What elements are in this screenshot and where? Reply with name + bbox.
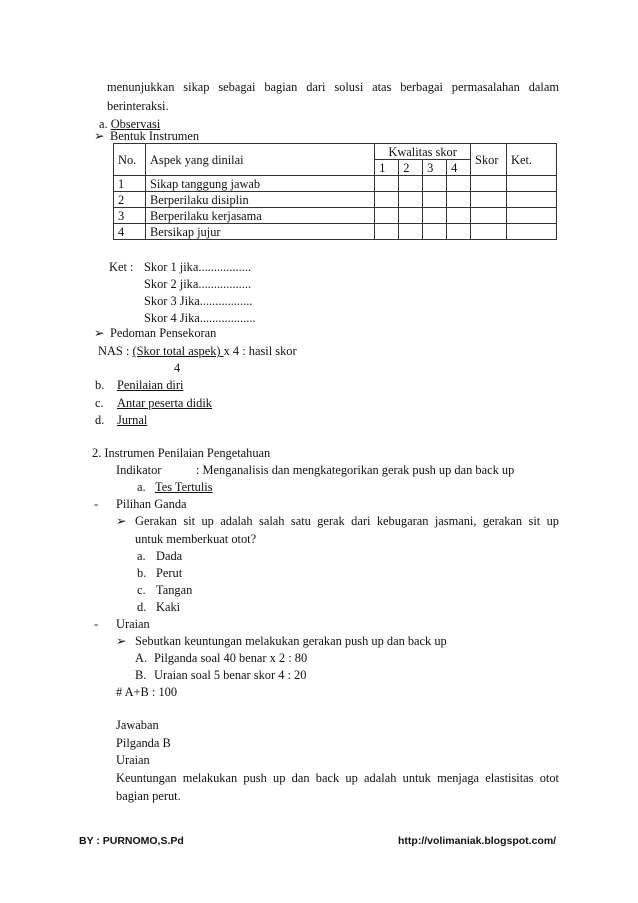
tes-tertulis-heading bbox=[137, 480, 213, 495]
pedoman-label: Pedoman Pensekoran bbox=[110, 326, 217, 340]
scoring-a bbox=[135, 651, 307, 666]
empty-cell bbox=[399, 208, 423, 224]
item-label: Antar peserta didik bbox=[117, 396, 212, 410]
option-text: Tangan bbox=[156, 583, 193, 597]
row-aspek: Bersikap jujur bbox=[145, 224, 374, 240]
level-cell: 1 bbox=[375, 160, 399, 176]
level-cell: 3 bbox=[423, 160, 447, 176]
intro-line-1: menunjukkan sikap sebagai bagian dari solusi atas berbagai permasalahan dalam bbox=[107, 80, 559, 94]
row-no: 4 bbox=[114, 224, 146, 240]
table-row bbox=[114, 176, 557, 192]
item-antar-peserta bbox=[95, 396, 212, 411]
header-skor: Skor bbox=[471, 144, 507, 176]
empty-cell bbox=[471, 224, 507, 240]
observasi-label: Observasi bbox=[110, 117, 161, 131]
ket-line-4: Skor 4 Jika.................. bbox=[144, 311, 256, 325]
scoring-text: Pilganda soal 40 benar x 2 : 80 bbox=[154, 651, 308, 665]
header-no: No. bbox=[114, 144, 146, 176]
scoring-text: Uraian soal 5 benar skor 4 : 20 bbox=[154, 668, 307, 682]
empty-cell bbox=[447, 192, 471, 208]
table-row bbox=[114, 224, 557, 240]
item-jurnal bbox=[95, 413, 147, 428]
scoring-total: # A+B : 100 bbox=[116, 685, 178, 699]
option-letter: b. bbox=[137, 566, 147, 580]
tes-label: Tes Tertulis bbox=[155, 480, 213, 494]
item-penilaian-diri bbox=[95, 378, 183, 393]
nas-denominator: 4 bbox=[174, 361, 181, 375]
jawaban-uraian: Uraian bbox=[116, 753, 150, 767]
level-cell: 2 bbox=[399, 160, 423, 176]
jawaban-pilganda: Pilganda B bbox=[116, 736, 171, 750]
bentuk-instrumen-label: Bentuk Instrumen bbox=[110, 129, 200, 143]
option-letter: a. bbox=[137, 549, 146, 563]
jawaban-title: Jawaban bbox=[116, 718, 159, 732]
scoring-letter: A. bbox=[135, 651, 148, 665]
pg-question-line-2: untuk memberkuat otot? bbox=[135, 532, 257, 546]
jawaban-line-2: bagian perut. bbox=[116, 789, 181, 803]
empty-cell bbox=[423, 224, 447, 240]
scoring-b bbox=[135, 668, 306, 683]
option-letter: d. bbox=[137, 600, 147, 614]
ket-line-2: Skor 2 jika................. bbox=[144, 277, 252, 291]
level-cell: 4 bbox=[447, 160, 471, 176]
observasi-letter: a. bbox=[99, 117, 108, 131]
empty-cell bbox=[375, 208, 399, 224]
indikator-label: Indikator bbox=[116, 463, 162, 477]
empty-cell bbox=[447, 208, 471, 224]
ket-line-3: Skor 3 Jika................. bbox=[144, 294, 253, 308]
empty-cell bbox=[399, 192, 423, 208]
option-text: Perut bbox=[156, 566, 183, 580]
empty-cell bbox=[471, 208, 507, 224]
arrow-bullet-icon: ➢ bbox=[94, 326, 105, 340]
pg-question-line-1: Gerakan sit up adalah salah satu gerak dari kebugaran jasmani, gerakan sit up bbox=[135, 514, 559, 528]
section2-title: 2. Instrumen Penilaian Pengetahuan bbox=[92, 446, 271, 460]
empty-cell bbox=[375, 192, 399, 208]
row-no: 3 bbox=[114, 208, 146, 224]
pg-option-a bbox=[137, 549, 182, 564]
nas-formula bbox=[98, 344, 297, 359]
pg-option-d bbox=[137, 600, 180, 615]
empty-cell bbox=[507, 224, 557, 240]
empty-cell bbox=[399, 224, 423, 240]
empty-cell bbox=[375, 176, 399, 192]
empty-cell bbox=[423, 192, 447, 208]
ket-prefix: Ket : bbox=[109, 260, 134, 274]
row-aspek: Berperilaku disiplin bbox=[145, 192, 374, 208]
footer-url[interactable]: http://volimaniak.blogspot.com/ bbox=[398, 835, 557, 847]
header-ket: Ket. bbox=[507, 144, 557, 176]
jawaban-line-1: Keuntungan melakukan push up dan back up adalah untuk menjaga elastisitas otot bbox=[116, 771, 559, 785]
scoring-letter: B. bbox=[135, 668, 147, 682]
row-no: 2 bbox=[114, 192, 146, 208]
empty-cell bbox=[507, 176, 557, 192]
pedoman-heading bbox=[94, 326, 216, 341]
pilihan-ganda-label: Pilihan Ganda bbox=[116, 497, 187, 511]
intro-line-2: berinteraksi. bbox=[107, 99, 169, 113]
header-aspek: Aspek yang dinilai bbox=[145, 144, 374, 176]
table-row bbox=[114, 192, 557, 208]
item-label: Jurnal bbox=[117, 413, 148, 427]
uraian-dash: - bbox=[94, 617, 99, 631]
row-aspek: Berperilaku kerjasama bbox=[145, 208, 374, 224]
pg-option-c bbox=[137, 583, 192, 598]
item-letter: c. bbox=[95, 396, 104, 410]
item-letter: d. bbox=[95, 413, 105, 427]
indikator-value: : Menganalisis dan mengkategorikan gerak push up dan back up bbox=[196, 463, 515, 477]
empty-cell bbox=[471, 192, 507, 208]
empty-cell bbox=[399, 176, 423, 192]
nas-numerator: (Skor total aspek) bbox=[132, 344, 224, 358]
empty-cell bbox=[447, 176, 471, 192]
empty-cell bbox=[447, 224, 471, 240]
uraian-question: Sebutkan keuntungan melakukan gerakan push up dan back up bbox=[135, 634, 447, 648]
bentuk-instrumen-heading bbox=[94, 129, 199, 144]
empty-cell bbox=[507, 208, 557, 224]
row-aspek: Sikap tanggung jawab bbox=[145, 176, 374, 192]
arrow-bullet-icon: ➢ bbox=[94, 129, 105, 143]
option-text: Kaki bbox=[156, 600, 181, 614]
item-letter: b. bbox=[95, 378, 105, 392]
option-text: Dada bbox=[156, 549, 183, 563]
ket-line-1: Skor 1 jika................. bbox=[144, 260, 252, 274]
nas-prefix: NAS : bbox=[98, 344, 130, 358]
nas-suffix: x 4 : hasil skor bbox=[223, 344, 297, 358]
empty-cell bbox=[507, 192, 557, 208]
empty-cell bbox=[423, 208, 447, 224]
uraian-label: Uraian bbox=[116, 617, 150, 631]
pilihan-ganda-dash: - bbox=[94, 497, 99, 511]
item-label: Penilaian diri bbox=[117, 378, 184, 392]
tes-letter: a. bbox=[137, 480, 146, 494]
footer-author: BY : PURNOMO,S.Pd bbox=[79, 835, 184, 847]
option-letter: c. bbox=[137, 583, 146, 597]
empty-cell bbox=[471, 176, 507, 192]
header-kualitas-skor: Kwalitas skor bbox=[375, 144, 471, 160]
empty-cell bbox=[375, 224, 399, 240]
instrument-table bbox=[113, 143, 557, 240]
arrow-bullet-icon: ➢ bbox=[116, 514, 127, 528]
row-no: 1 bbox=[114, 176, 146, 192]
pg-option-b bbox=[137, 566, 182, 581]
arrow-bullet-icon: ➢ bbox=[116, 634, 127, 648]
table-row bbox=[114, 208, 557, 224]
empty-cell bbox=[423, 176, 447, 192]
